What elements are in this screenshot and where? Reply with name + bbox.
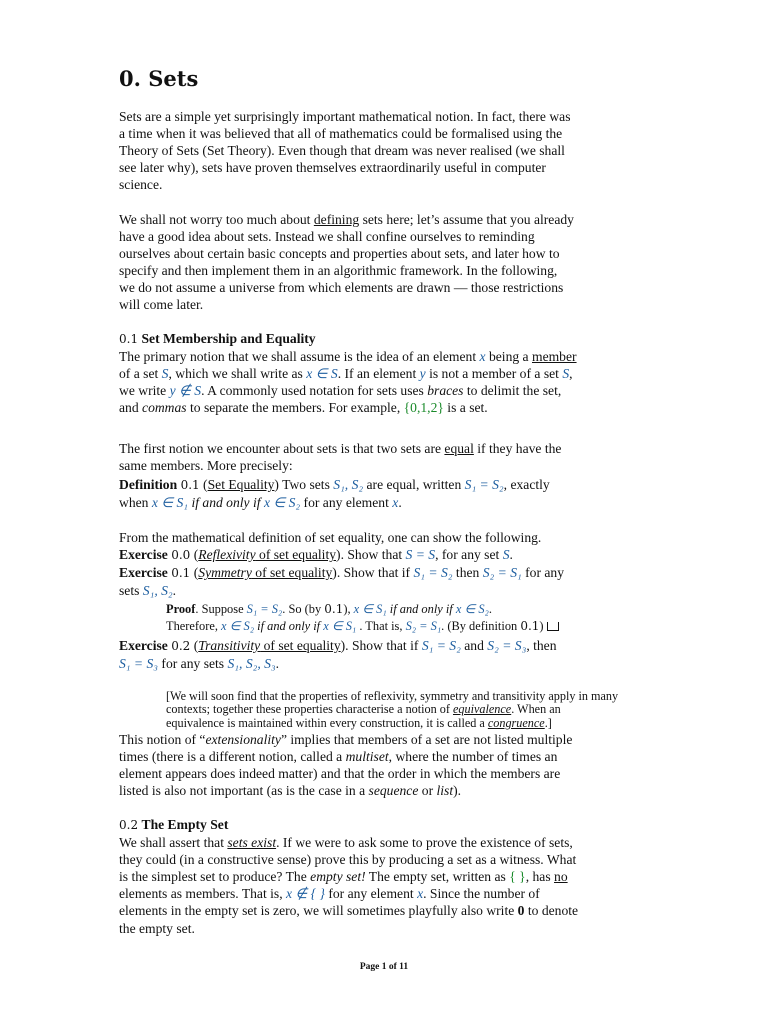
section-0-2: 0.2 The Empty Set We shall assert that sets exist. If we were to ask some to prove the existence of sets, they could (in a constructive sense) prove this by producing a set as a witness. What is the simplest set to produce? The empty set! The empty set, written as { }, has no elements as members. That is, x ∉ { } for any element x. Since the number of elements in the empty set is zero, we will sometimes playfully also write 0 to denote the empty set. [119, 816, 697, 937]
definition-set-equality: Definition 0.1 (Set Equality) Two sets S₁, S₂ are equal, written S₁ = S₂, exactly when x ∈ S₁ if and only if x ∈ S₂ for any element x. [119, 477, 550, 511]
underlined-defining: defining [313, 212, 360, 227]
paragraph-equality: The first notion we encounter about sets is that two sets are equal if they have the same members. More precisely: [119, 441, 562, 474]
example-set: {0,1,2} [403, 400, 444, 416]
exercise-0-0: Exercise 0.0 (Reflexivity of set equality). Show that S = S, for any set S. [119, 547, 513, 563]
exercises-block: From the mathematical definition of set equality, one can show the following. Exercise 0.0 (Reflexivity of set equality). Show that S = S, for any set S. Exercise 0.1 (Symmetry of set equality). Show that if S₁ = S₂ then S₂ = S₁ for any sets S₁, S₂. [119, 529, 697, 599]
equivalence-note: [We will soon find that the properties of reflexivity, symmetry and transitivity apply in many contexts; together these properties characterise a notion of equivalence. When an equivalence is maintained within every construction, it is called a congruence.] [166, 689, 619, 730]
section-0-1: 0.1 Set Membership and Equality The primary notion that we shall assume is the idea of an element x being a member of a set S, which we shall write as x ∈ S. If an element y is not a member of a set S, we write y ∉ S. A commonly used notation for sets uses braces to delimit the set, and commas to separate the members. For example, {0,1,2} is a set. [119, 330, 697, 416]
page-title: 0. Sets [119, 66, 199, 91]
proof-block: Proof. Suppose S₁ = S₂. So (by 0.1), x ∈ S₁ if and only if x ∈ S₂. Therefore, x ∈ S₂ if and only if x ∈ S₁ . That is, S₂ = S₁. (By definition 0.1) [166, 601, 666, 635]
paragraph-assumptions: We shall not worry too much about defining sets here; let’s assume that you already have a good idea about sets. Instead we shall confine ourselves to reminding ourselves about certain basic concepts and properties about sets, and later how to specify and then implement them in an algorithmic framework. In the following, we do not assume a universe from which elements are drawn — those restrictions will come later. [119, 212, 574, 313]
exercise-0-1: Exercise 0.1 (Symmetry of set equality). Show that if S₁ = S₂ then S₂ = S₁ for any [119, 565, 565, 581]
intro-paragraph: Sets are a simple yet surprisingly important mathematical notion. In fact, there was a time when it was believed that all of mathematics could be formalised using the Theory of Sets (Set Theory). Even though that dream was never realised (we shall see later why), sets have proven themselves extraordinarily useful in computer science. [119, 109, 571, 193]
page-footer: Page 1 of 11 [359, 962, 409, 972]
section-heading-0-1: 0.1 Set Membership and Equality [119, 331, 316, 346]
section-heading-0-2: 0.2 The Empty Set [119, 817, 229, 832]
qed-box-icon [547, 622, 559, 631]
exercise-0-2: Exercise 0.2 (Transitivity of set equality). Show that if S₁ = S₂ and S₂ = S₃, then S₁ = S₃ for any sets S₁, S₂, S₃. [119, 638, 557, 672]
paragraph-extensionality: This notion of “extensionality” implies that members of a set are not listed multiple times (there is a different notion, called a multiset, where the number of times an element appears does indeed matter) and that the order in which the members are listed is also not important (as is the case in a sequence or list). [119, 732, 573, 799]
